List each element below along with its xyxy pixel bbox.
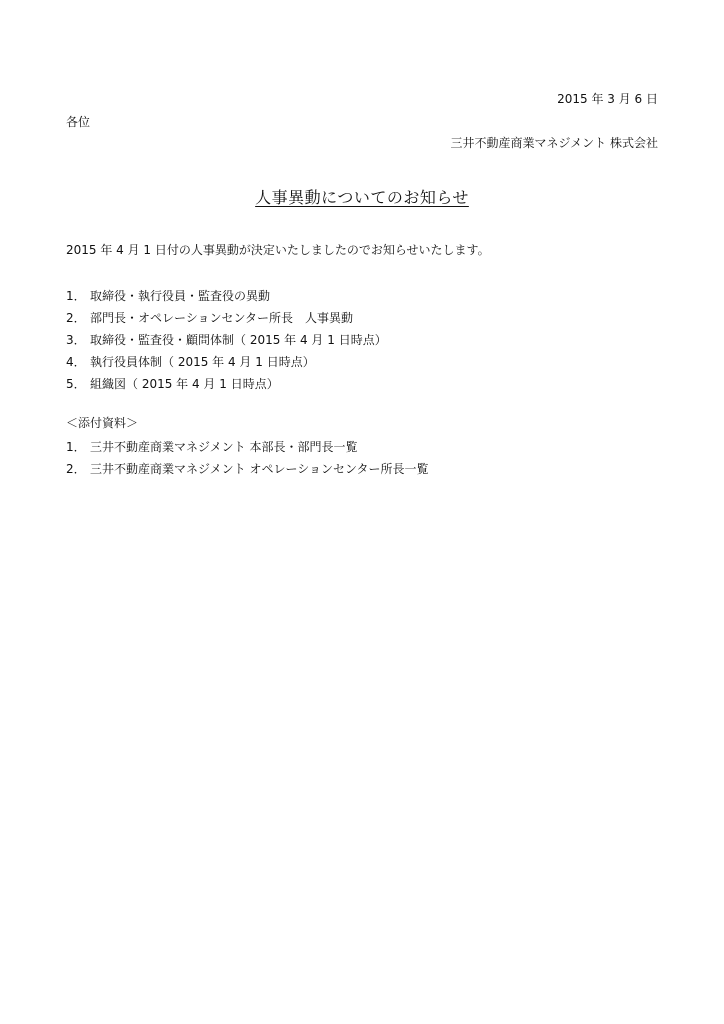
- list-item-number: 2．: [66, 311, 86, 325]
- attachment-item-text: 三井不動産商業マネジメント オペレーションセンター所長一覧: [90, 462, 429, 476]
- list-item: [66, 310, 387, 332]
- list-item: [66, 376, 387, 398]
- recipient: 各位: [66, 115, 91, 129]
- list-item-text: 取締役・執行役員・監査役の異動: [90, 289, 271, 303]
- document-title: [0, 187, 724, 209]
- attachment-item: [66, 439, 429, 461]
- sender-company: 三井不動産商業マネジメント 株式会社: [450, 136, 658, 150]
- list-item-text: 組織図（ 2015 年 4 月 1 日時点）: [90, 377, 279, 391]
- announcement-list: [66, 288, 387, 398]
- list-item-text: 取締役・監査役・顧問体制（ 2015 年 4 月 1 日時点）: [90, 333, 387, 347]
- list-item-number: 3．: [66, 333, 86, 347]
- attachments-heading: ＜添付資料＞: [66, 416, 139, 430]
- attachments-list: [66, 439, 429, 483]
- list-item-number: 4．: [66, 355, 86, 369]
- document-date: 2015 年 3 月 6 日: [557, 92, 658, 106]
- intro-paragraph: 2015 年 4 月 1 日付の人事異動が決定いたしましたのでお知らせいたします。: [66, 243, 490, 257]
- list-item-number: 1．: [66, 289, 86, 303]
- list-item: [66, 288, 387, 310]
- attachment-item-number: 1．: [66, 440, 86, 454]
- attachment-item-number: 2．: [66, 462, 86, 476]
- list-item: [66, 354, 387, 376]
- attachment-item: [66, 461, 429, 483]
- list-item-text: 執行役員体制（ 2015 年 4 月 1 日時点）: [90, 355, 315, 369]
- document-title-text: 人事異動についてのお知らせ: [255, 188, 469, 207]
- list-item-text: 部門長・オペレーションセンター所長 人事異動: [90, 311, 354, 325]
- attachment-item-text: 三井不動産商業マネジメント 本部長・部門長一覧: [90, 440, 358, 454]
- list-item: [66, 332, 387, 354]
- list-item-number: 5．: [66, 377, 86, 391]
